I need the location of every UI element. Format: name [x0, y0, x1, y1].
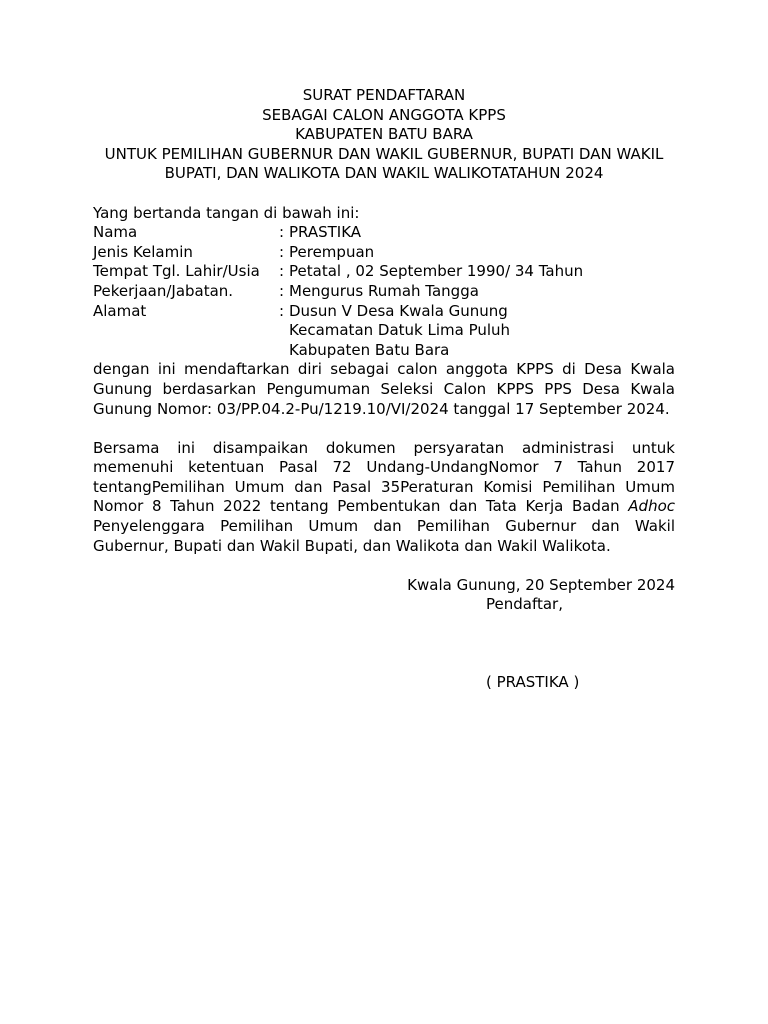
field-colon: : — [279, 223, 285, 242]
field-row-birth — [93, 262, 675, 282]
field-colon: : — [279, 242, 285, 261]
title-line-4: UNTUK PEMILIHAN GUBERNUR DAN WAKIL GUBERNUR, BUPATI DAN WAKIL BUPATI, DAN WALIKOTA DAN WAKIL WALIKOTATAHUN 2024 — [104, 144, 664, 183]
signature-place-date: Kwala Gunung, 20 September 2024 — [407, 575, 675, 594]
spacer — [93, 419, 675, 439]
spacer — [93, 556, 675, 576]
field-label: Nama — [93, 223, 138, 242]
document-title — [93, 86, 675, 184]
field-value: PRASTIKA — [289, 223, 362, 242]
address-line-2: Kecamatan Datuk Lima Puluh — [289, 321, 511, 340]
field-row-gender — [93, 243, 675, 263]
field-value: Petatal , 02 September 1990/ 34 Tahun — [289, 262, 584, 281]
field-colon: : — [279, 281, 285, 300]
field-row-name — [93, 223, 675, 243]
signature-space — [93, 615, 675, 673]
field-row-occupation — [93, 282, 675, 302]
field-colon: : — [279, 262, 285, 281]
title-line-1: SURAT PENDAFTARAN — [302, 86, 466, 104]
field-label: Jenis Kelamin — [93, 242, 193, 261]
field-colon: : — [279, 301, 285, 320]
documents-paragraph — [93, 439, 675, 557]
paragraph-italic-term: Adhoc — [628, 497, 675, 516]
field-value: Mengurus Rumah Tangga — [289, 281, 479, 300]
field-label: Alamat — [93, 301, 147, 320]
field-value: Dusun V Desa Kwala Gunung — [289, 301, 508, 320]
paragraph-text-end: Penyelenggara Pemilihan Umum dan Pemilihan Gubernur dan Wakil Gubernur, Bupati dan Wakil Bupati, dan Walikota dan Wakil Walikota. — [93, 517, 675, 555]
document-page — [93, 86, 675, 693]
title-line-3: KABUPATEN BATU BARA — [295, 125, 473, 144]
field-label: Tempat Tgl. Lahir/Usia — [93, 262, 260, 281]
registration-paragraph: dengan ini mendaftarkan diri sebagai calon anggota KPPS di Desa Kwala Gunung berdasarkan Pengumuman Seleksi Calon KPPS PPS Desa Kwala Gunung Nomor: 03/PP.04.2-Pu/1219.10/VI/2024 tanggal 17 September 2024. — [93, 360, 675, 418]
address-line-3: Kabupaten Batu Bara — [289, 340, 450, 359]
signature-name: ( PRASTIKA ) — [486, 673, 580, 692]
paragraph-text-start: Bersama ini disampaikan dokumen persyaratan administrasi untuk memenuhi ketentuan Pasal 72 Undang-UndangNomor 7 Tahun 2017 tentangPemilihan Umum dan Pasal 35Peraturan Komisi Pemilihan Umum Nomor 8 Tahun 2022 tentang Pembentukan dan Tata Kerja Badan — [93, 438, 675, 516]
field-row-address — [93, 302, 675, 322]
field-value: Perempuan — [289, 242, 375, 261]
field-label: Pekerjaan/Jabatan. — [93, 281, 234, 300]
signature-role: Pendaftar, — [486, 595, 563, 614]
title-line-2: SEBAGAI CALON ANGGOTA KPPS — [262, 105, 506, 124]
spacer — [93, 184, 675, 204]
intro-text: Yang bertanda tangan di bawah ini: — [93, 203, 360, 222]
